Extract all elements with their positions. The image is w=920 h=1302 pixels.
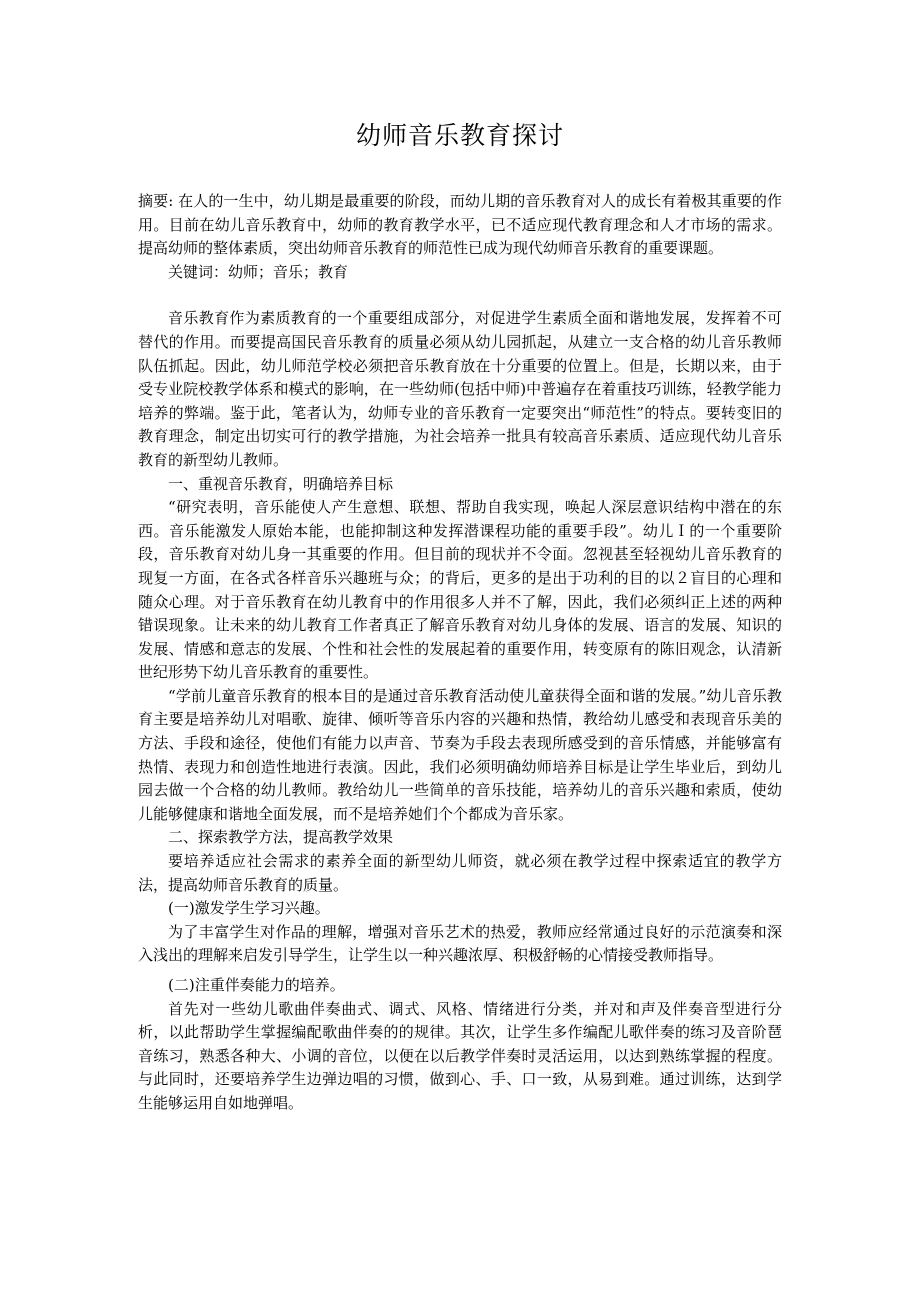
- body-paragraph: 要培养适应社会需求的素养全面的新型幼儿师资，就必须在教学过程中探索适宜的教学方法，提高幼师音乐教育的质量。: [138, 852, 782, 894]
- body-paragraph: “研究表明，音乐能使人产生意想、联想、帮助自我实现，唤起人深层意识结构中潜在的东西。音乐能激发人原始本能，也能抑制这种发挥潜课程功能的重要手段”。幼儿Ｉ的一个重要阶段，音乐教育对幼儿身一其重要的作用。但目前的现状并不令面。忽视甚至轻视幼儿音乐教育的现复一方面，在各式各样音乐兴趣班与众；的背后，更多的是出于功利的目的以２盲目的心理和随众心理。对于音乐教育在幼儿教育中的作用很多人并不了解，因此，我们必须纠正上述的两种错误现象。让未来的幼儿教育工作者真正了解音乐教育对幼儿身体的发展、语言的发展、知识的发展、情感和意志的发展、个性和社会性的发展起着的重要作用，转变原有的陈旧观念，认清新世纪形势下幼儿音乐教育的重要性。: [138, 498, 782, 682]
- section-heading: 二、探索教学方法，提高教学效果: [168, 828, 394, 847]
- body-paragraph: “学前儿童音乐教育的根本目的是通过音乐教育活动使儿童获得全面和谐的发展。”幼儿音乐教育主要是培养幼儿对唱歌、旋律、倾听等音乐内容的兴趣和热情，教给幼儿感受和表现音乐美的方法、手段和途径，使他们有能力以声音、节奏为手段去表现所感受到的音乐情感，并能够富有热情、表现力和创造性地进行表演。因此，我们必须明确幼师培养目标是让学生毕业后，到幼儿园去做一个合格的幼儿教师。教给幼儿一些简单的音乐技能，培养幼儿的音乐兴趣和索质，使幼儿能够健康和谐地全面发展，而不是培养她们个个都成为音乐家。: [138, 686, 782, 823]
- subsection-heading: (一)激发学生学习兴趣。: [168, 899, 330, 918]
- subsection-heading: (二)注重伴奏能力的培养。: [168, 976, 345, 994]
- document-title: 幼师音乐教育探讨: [355, 121, 564, 150]
- abstract-paragraph: 摘要: 在人的一生中，幼儿期是最重要的阶段，而幼儿期的音乐教育对人的成长有着极其重要的作用。目前在幼儿音乐教育中，幼师的教育教学水平，已不适应现代教育理念和人才市场的需求。提高幼师的整体素质，突出幼师音乐教育的师范性已成为现代幼师音乐教育的重要课题。: [138, 192, 782, 258]
- keywords-line: 关键词：幼师；音乐；教育: [168, 262, 349, 281]
- body-paragraph: 首先对一些幼儿歌曲伴奏曲式、调式、风格、情绪进行分类，并对和声及伴奏音型进行分析，以此帮助学生掌握编配歌曲伴奏的的规律。其次，让学生多作编配儿歌伴奏的练习及音阶琶音练习，熟悉各种大、小调的音位，以便在以后教学伴奏时灵活运用，以达到熟练掌握的程度。与此同时，还要培养学生边弹边唱的习惯，做到心、手、口一致，从易到难。通过训练，达到学生能够运用自如地弹唱。: [138, 999, 782, 1112]
- body-paragraph: 音乐教育作为素质教育的一个重要组成部分，对促进学生素质全面和谐地发展，发挥着不可替代的作用。而要提高国民音乐教育的质量必须从幼儿园抓起，从建立一支合格的幼儿音乐教师队伍抓起。因此，幼儿师范学校必须把音乐教育放在十分重要的位置上。但是，长期以来，由于受专业院校教学体系和模式的影响，在一些幼师(包括中师)中普遍存在着重技巧训练，轻教学能力培养的弊端。鉴于此，笔者认为，幼师专业的音乐教育一定要突出“师范性”的特点。要转变旧的教育理念，制定出切实可行的教学措施，为社会培养一批具有较高音乐素质、适应现代幼儿音乐教育的新型幼儿教师。: [138, 309, 782, 469]
- section-heading: 一、重视音乐教育，明确培养目标: [168, 474, 394, 493]
- body-paragraph: 为了丰富学生对作品的理解，增强对音乐艺术的热爱，教师应经常通过良好的示范演奏和深入浅出的理解来启发引导学生，让学生以一种兴趣浓厚、积极舒畅的心情接受教师指导。: [138, 922, 782, 965]
